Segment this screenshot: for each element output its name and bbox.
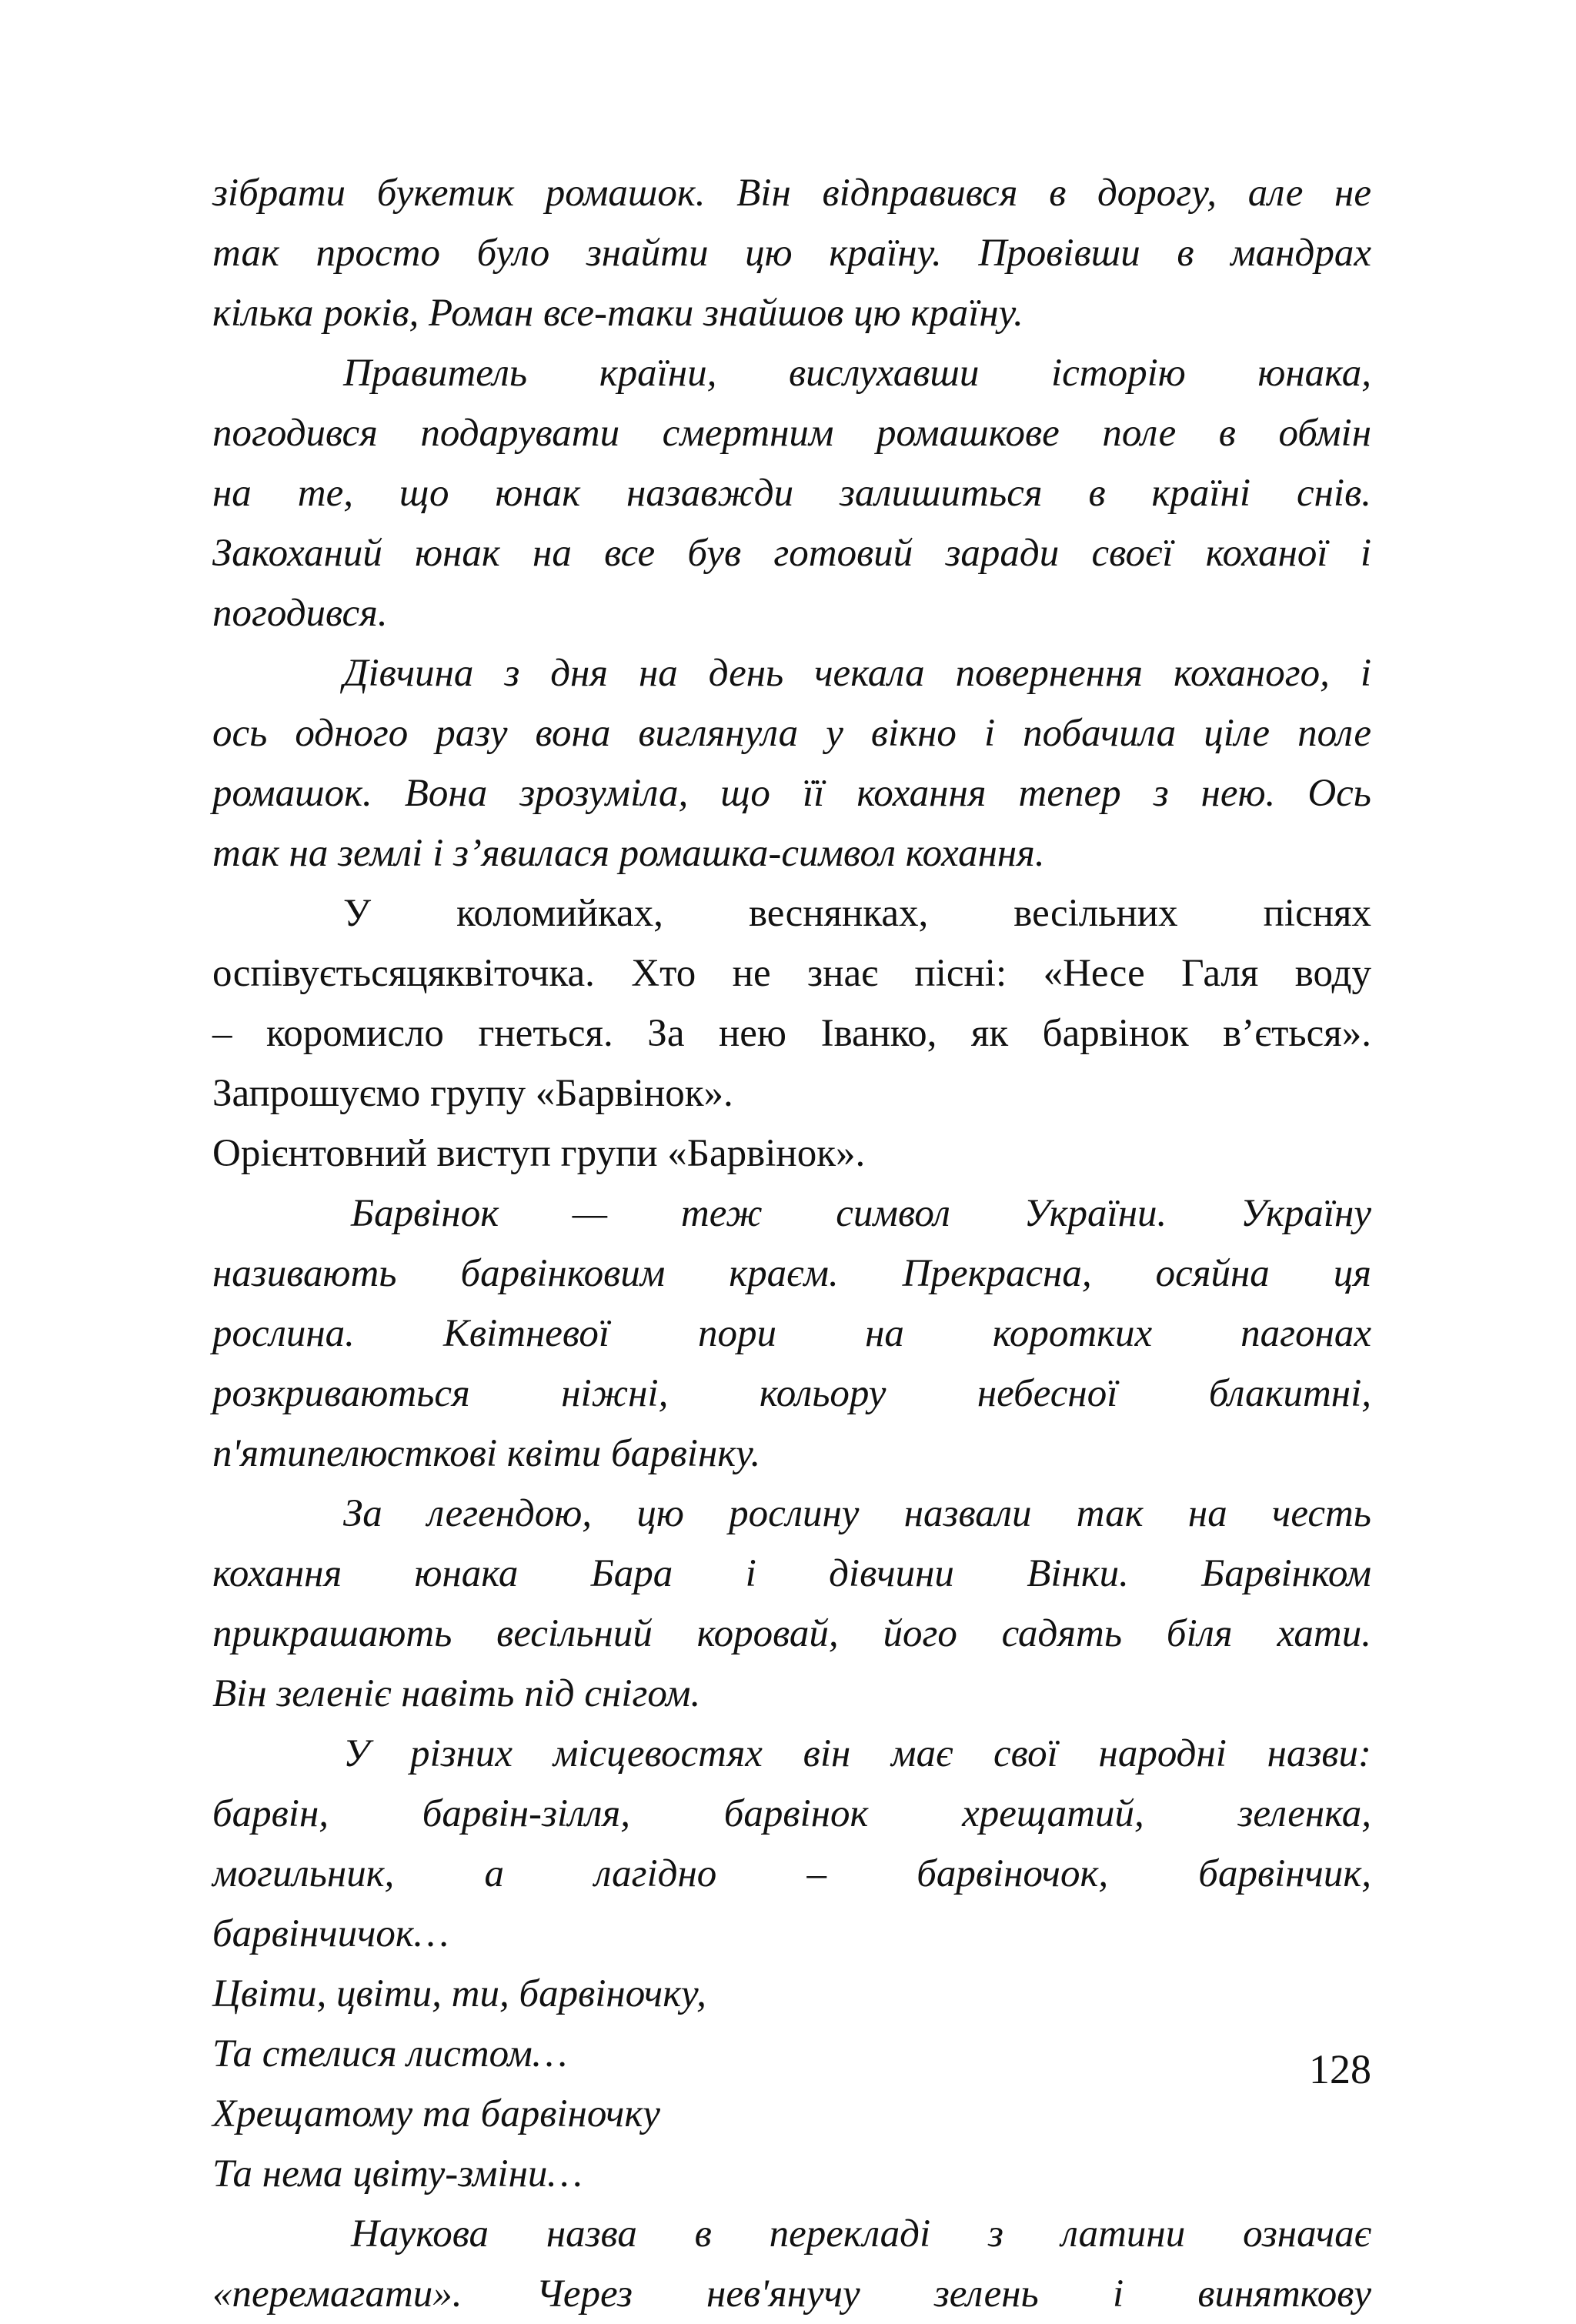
text-line: кілька років, Роман все-таки знайшов цю країну. [212,292,1023,335]
text-line: Дівчина з дня на день чекала повернення коханого, і [343,652,1371,695]
text-line: так просто було знайти цю країну. Провівши в мандрах [212,232,1371,275]
text-line: За легендою, цю рослину назвали так на честь [343,1492,1371,1535]
text-line: Барвінок — теж символ України. Україну [351,1192,1371,1235]
paragraph-7 [212,1484,1371,1724]
paragraph-6 [212,1184,1371,1484]
text-line: У коломийках, веснянках, весільних піснях [343,892,1371,935]
text-line: ромашок. Вона зрозуміла, що її кохання тепер з нею. Ось [212,772,1371,815]
paragraph-3 [212,643,1371,883]
poem-line: Цвіти, цвіти, ти, барвіночку, [212,1972,706,2015]
paragraph-5 [212,1124,1371,1184]
text-line: ось одного разу вона виглянула у вікно і побачила ціле поле [212,712,1371,755]
poem-stanza [212,1964,1371,2204]
text-line: рослина. Квітневої пори на коротких пагонах [212,1312,1371,1355]
paragraph-4 [212,883,1371,1124]
paragraph-10 [212,2204,1371,2324]
poem-line: Хрещатому та барвіночку [212,2092,660,2135]
text-line: на те, що юнак назавжди залишиться в країні снів. [212,472,1371,515]
paragraph-1 [212,163,1371,343]
text-line: п'ятипелюсткові квіти барвінку. [212,1432,761,1475]
text-line: Він зеленіє навіть під снігом. [212,1672,701,1715]
poem-line: Та стелися листом… [212,2032,568,2075]
poem-line: Та нема цвіту-зміни… [212,2152,583,2195]
text-line: барвінчичок… [212,1912,449,1955]
text-line: називають барвінковим краєм. Прекрасна, осяйна ця [212,1252,1371,1295]
text-line: розкриваються ніжні, кольору небесної блакитні, [212,1372,1371,1415]
text-line: зібрати букетик ромашок. Він відправився в дорогу, але не [212,172,1371,215]
page-body [212,163,1371,2324]
paragraph-2 [212,343,1371,643]
page-number: 128 [1309,2046,1371,2092]
text-line: Запрошуємо групу «Барвінок». [212,1072,733,1115]
paragraph-8 [212,1724,1371,1964]
text-line: – коромисло гнеться. За нею Іванко, як барвінок в’ється». [212,1012,1371,1055]
text-line: «перемагати». Через нев'янучу зелень і виняткову [212,2272,1371,2316]
text-line: прикрашають весільний коровай, його садять біля хати. [212,1612,1371,1655]
text-line: Закоханий юнак на все був готовий заради своєї коханої і [212,532,1371,575]
text-line: кохання юнака Бара і дівчини Вінки. Барвінком [212,1552,1371,1595]
text-line: Орієнтовний виступ групи «Барвінок». [212,1132,866,1175]
text-line: барвін, барвін-зілля, барвінок хрещатий, зеленка, [212,1792,1371,1835]
text-line: оспівуєтьсяцяквіточка. Хто не знає пісні: «Несе Галя воду [212,952,1371,995]
text-line: погодився. [212,592,388,635]
text-line: Наукова назва в перекладі з латини означає [351,2212,1371,2256]
text-line: погодився подарувати смертним ромашкове поле в обмін [212,412,1371,455]
text-line: У різних місцевостях він має свої народні назви: [343,1732,1371,1775]
text-line: могильник, а лагідно – барвіночок, барвінчик, [212,1852,1371,1895]
text-line: Правитель країни, вислухавши історію юнака, [343,352,1371,395]
text-line: так на землі і з’явилася ромашка-символ кохання. [212,832,1045,875]
